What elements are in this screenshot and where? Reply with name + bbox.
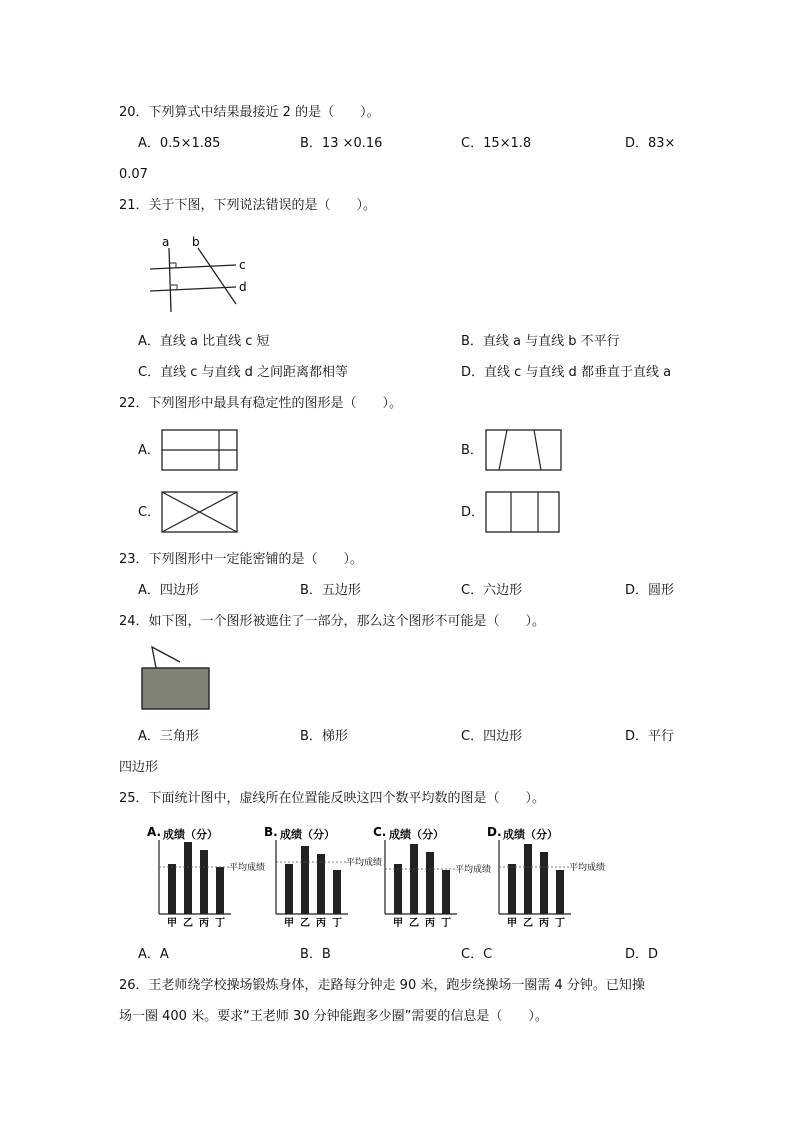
q25-bar: [442, 870, 450, 914]
q22-figure-d: [485, 491, 561, 534]
q25-bar: [426, 852, 434, 914]
q25-category-label: 丙: [316, 918, 326, 929]
q25-category-label: 乙: [183, 918, 193, 929]
q25-chart-title: 成绩（分）: [163, 828, 218, 841]
q22-option-d-label: D．: [461, 505, 485, 520]
q25-chart-label: B.: [264, 825, 278, 839]
q25-option-c: C．C: [461, 947, 493, 962]
q25-bar: [285, 864, 293, 914]
q25-category-label: 甲: [167, 918, 177, 929]
q23-option-c: C．六边形: [461, 583, 523, 598]
q25-chart-title: 成绩（分）: [280, 828, 335, 841]
q25-category-label: 丁: [332, 918, 342, 929]
q21-option-c: C．直线 c 与直线 d 之间距离都相等: [138, 365, 349, 380]
q25-bar: [184, 842, 192, 914]
q25-average-label: 平均成绩: [229, 863, 266, 873]
q22-figure-b: [485, 429, 563, 472]
q25-category-label: 甲: [284, 918, 294, 929]
q25-category-label: 丁: [555, 918, 565, 929]
q21-stem: 21．关于下图，下列说法错误的是（ ）。: [119, 198, 377, 213]
q25-stem: 25．下面统计图中，虚线所在位置能反映这四个数平均数的图是（ ）。: [119, 791, 546, 806]
q22-figure-a: [161, 429, 239, 472]
q25-bar: [540, 852, 548, 914]
q24-option-a: A．三角形: [138, 729, 199, 744]
q25-category-label: 丙: [539, 918, 549, 929]
q25-category-label: 甲: [507, 918, 517, 929]
q20-option-a: A．0.5×1.85: [138, 136, 221, 151]
q24-option-d-wrap: 四边形: [119, 760, 159, 775]
q25-category-label: 甲: [393, 918, 403, 929]
q25-chart-label: C.: [373, 825, 387, 839]
q21-label-a: a: [162, 236, 170, 249]
q25-option-a: A．A: [138, 947, 169, 962]
q22-figure-c: [161, 491, 239, 534]
q25-option-d: D．D: [625, 947, 659, 962]
q25-chart-title: 成绩（分）: [389, 828, 444, 841]
q25-category-label: 丁: [215, 918, 225, 929]
q22-option-c-label: C．: [138, 505, 161, 520]
q22-option-a-label: A．: [138, 443, 160, 458]
q20-option-b: B．13 ×0.16: [300, 136, 383, 151]
q21-label-b: b: [192, 236, 200, 249]
q23-option-b: B．五边形: [300, 583, 361, 598]
q24-option-c: C．四边形: [461, 729, 523, 744]
q25-bar: [216, 867, 224, 914]
q25-chart-title: 成绩（分）: [503, 828, 558, 841]
q25-category-label: 丁: [441, 918, 451, 929]
q21-label-c: c: [239, 258, 246, 272]
q25-category-label: 乙: [523, 918, 533, 929]
q25-chart-label: A.: [147, 825, 162, 839]
q25-bar: [524, 844, 532, 914]
q24-option-b: B．梯形: [300, 729, 348, 744]
q25-category-label: 丙: [199, 918, 209, 929]
q25-bar: [317, 854, 325, 914]
q23-option-a: A．四边形: [138, 583, 199, 598]
q21-lines-figure: [140, 236, 260, 316]
q23-option-d: D．圆形: [625, 583, 675, 598]
q25-average-label: 平均成绩: [346, 858, 383, 868]
q25-category-label: 乙: [300, 918, 310, 929]
q25-option-b: B．B: [300, 947, 331, 962]
q25-bar: [333, 870, 341, 914]
q24-covered-figure: [140, 644, 212, 712]
q22-stem: 22．下列图形中最具有稳定性的图形是（ ）。: [119, 396, 403, 411]
q23-stem: 23．下列图形中一定能密铺的是（ ）。: [119, 552, 364, 567]
q25-bar: [410, 844, 418, 914]
q25-bar: [301, 846, 309, 914]
q22-option-b-label: B．: [461, 443, 483, 458]
q24-option-d: D．平行: [625, 729, 675, 744]
q25-chart-c: [371, 822, 493, 930]
q25-chart-d: [485, 822, 607, 930]
q21-option-a: A．直线 a 比直线 c 短: [138, 334, 270, 349]
q21-option-b: B．直线 a 与直线 b 不平行: [461, 334, 620, 349]
q20-option-d: D．83×: [625, 136, 676, 151]
q25-chart-label: D.: [487, 825, 502, 839]
q25-chart-a: [145, 822, 267, 930]
q21-option-d: D．直线 c 与直线 d 都垂直于直线 a: [461, 365, 672, 380]
q25-bar: [508, 864, 516, 914]
q26-line-2: 场一圈 400 米。要求“王老师 30 分钟能跑多少圈”需要的信息是（ ）。: [119, 1009, 548, 1024]
q20-option-d-wrap: 0.07: [119, 167, 148, 182]
q25-average-label: 平均成绩: [569, 863, 606, 873]
q20-stem: 20．下列算式中结果最接近 2 的是（ ）。: [119, 105, 380, 120]
q26-line-1: 26．王老师绕学校操场锻炼身体，走路每分钟走 90 米，跑步绕操场一圈需 4 分钟。已知操: [119, 978, 645, 993]
q25-bar: [394, 864, 402, 914]
q24-stem: 24．如下图，一个图形被遮住了一部分，那么这个图形不可能是（ ）。: [119, 614, 546, 629]
q25-category-label: 丙: [425, 918, 435, 929]
q25-bar: [200, 850, 208, 914]
q25-bar: [556, 870, 564, 914]
q25-chart-b: [262, 822, 387, 930]
q25-category-label: 乙: [409, 918, 419, 929]
q20-option-c: C．15×1.8: [461, 136, 532, 151]
q21-label-d: d: [239, 280, 247, 294]
q25-average-label: 平均成绩: [455, 865, 492, 875]
q25-bar: [168, 864, 176, 914]
